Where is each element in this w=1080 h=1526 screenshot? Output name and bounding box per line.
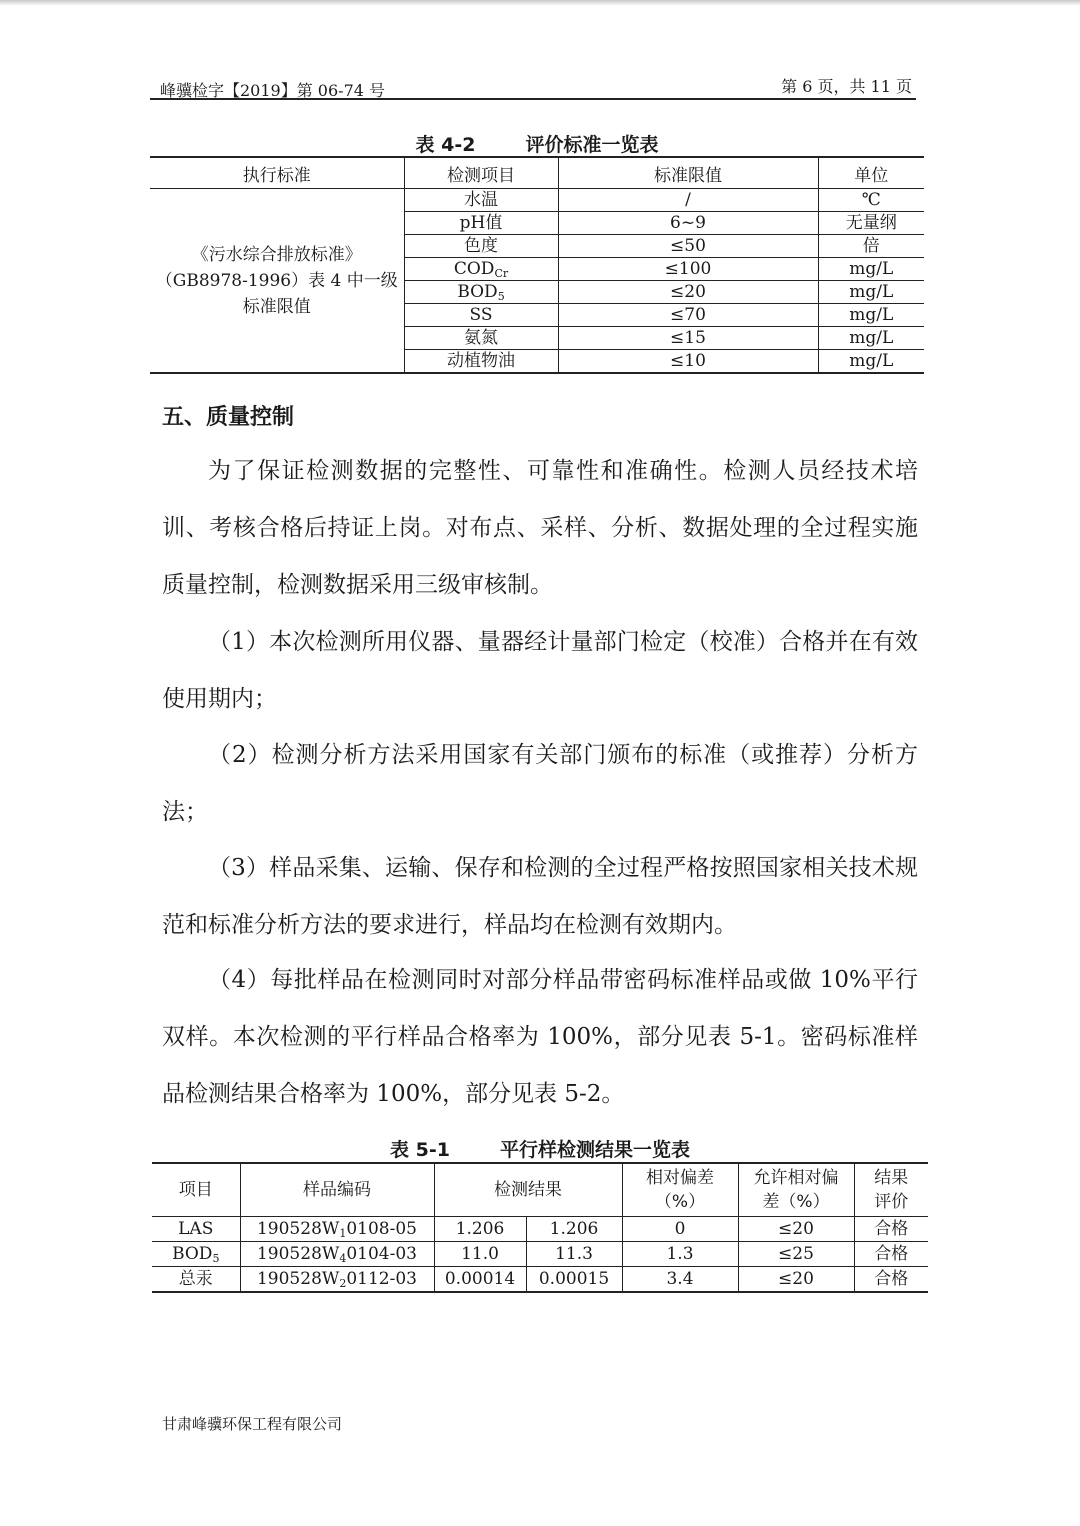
unit-cell: mg/L bbox=[818, 281, 924, 304]
item-cell: 色度 bbox=[404, 235, 558, 258]
report-number: 峰骥检字【2019】第 06-74 号 bbox=[160, 81, 386, 100]
limit-cell: ≤50 bbox=[558, 235, 818, 258]
standard-line: （GB8978-1996）表 4 中一级 bbox=[155, 270, 398, 291]
header-line: （%） bbox=[654, 1192, 706, 1212]
header-relative-deviation bbox=[622, 1163, 738, 1217]
code-prefix: 190528W bbox=[256, 1219, 340, 1239]
item-cell: pH值 bbox=[404, 212, 558, 235]
result-1-cell: 1.206 bbox=[434, 1217, 526, 1242]
table-4-2-caption bbox=[150, 130, 924, 157]
evaluation-cell: 合格 bbox=[854, 1242, 928, 1267]
table-5-1-number: 表 5-1 bbox=[390, 1139, 450, 1161]
company-footer: 甘肃峰骥环保工程有限公司 bbox=[162, 1415, 343, 1433]
table-5-1-title: 平行样检测结果一览表 bbox=[499, 1139, 690, 1161]
item-cell bbox=[152, 1217, 240, 1242]
header-line: 差（%） bbox=[762, 1192, 830, 1212]
parallel-sample-table bbox=[152, 1162, 928, 1293]
table-row bbox=[152, 1267, 928, 1293]
result-2-cell: 1.206 bbox=[526, 1217, 622, 1242]
unit-cell: ℃ bbox=[818, 189, 924, 212]
item-cell bbox=[404, 281, 558, 304]
table-header-row bbox=[150, 157, 924, 189]
item-cell: 氨氮 bbox=[404, 327, 558, 350]
unit-cell: 倍 bbox=[818, 235, 924, 258]
evaluation-cell: 合格 bbox=[854, 1217, 928, 1242]
qc-item-4: （4）每批样品在检测同时对部分样品带密码标准样品或做 10%平行双样。本次检测的平行样品合格率为 100%，部分见表 5-1。密码标准样品检测结果合格率为 100%，部分见表 5-2。 bbox=[162, 967, 918, 1107]
item-cell: 动植物油 bbox=[404, 350, 558, 374]
allowed-cell: ≤20 bbox=[738, 1267, 854, 1293]
table-4-2-number: 表 4-2 bbox=[415, 134, 476, 156]
header-item: 项目 bbox=[152, 1163, 240, 1217]
header-standard: 执行标准 bbox=[150, 157, 404, 189]
header-evaluation bbox=[854, 1163, 928, 1217]
item-subscript: 5 bbox=[212, 1252, 220, 1265]
allowed-cell: ≤25 bbox=[738, 1242, 854, 1267]
table-row bbox=[152, 1242, 928, 1267]
deviation-cell: 0 bbox=[622, 1217, 738, 1242]
code-subscript: 4 bbox=[339, 1252, 347, 1265]
page-indicator: 第 6 页，共 11 页 bbox=[781, 77, 912, 96]
allowed-cell: ≤20 bbox=[738, 1217, 854, 1242]
table-5-1-caption bbox=[152, 1135, 928, 1162]
table-header-row bbox=[152, 1163, 928, 1217]
code-prefix: 190528W bbox=[256, 1269, 340, 1289]
code-suffix: 0104-03 bbox=[346, 1244, 417, 1264]
header-line: 允许相对偏 bbox=[753, 1168, 839, 1188]
code-subscript: 1 bbox=[339, 1227, 347, 1240]
result-2-cell: 11.3 bbox=[526, 1242, 622, 1267]
header-sample-code: 样品编码 bbox=[240, 1163, 434, 1217]
unit-cell: 无量纲 bbox=[818, 212, 924, 235]
code-cell bbox=[240, 1217, 434, 1242]
code-cell bbox=[240, 1242, 434, 1267]
header-result: 检测结果 bbox=[434, 1163, 622, 1217]
limit-cell: ≤20 bbox=[558, 281, 818, 304]
section-title: 五、质量控制 bbox=[162, 405, 295, 430]
result-2-cell: 0.00015 bbox=[526, 1267, 622, 1293]
unit-cell: mg/L bbox=[818, 327, 924, 350]
code-cell bbox=[240, 1267, 434, 1293]
unit-cell: mg/L bbox=[818, 258, 924, 281]
header-limit: 标准限值 bbox=[558, 157, 818, 189]
item-name: 总汞 bbox=[178, 1269, 213, 1289]
header-unit: 单位 bbox=[818, 157, 924, 189]
limit-cell: 6~9 bbox=[558, 212, 818, 235]
header-line: 评价 bbox=[874, 1192, 909, 1212]
standard-cell bbox=[150, 189, 404, 374]
qc-item-1: （1）本次检测所用仪器、量器经计量部门检定（校准）合格并在有效使用期内； bbox=[162, 629, 918, 712]
item-cell bbox=[152, 1267, 240, 1293]
header-rule bbox=[150, 98, 916, 100]
result-1-cell: 11.0 bbox=[434, 1242, 526, 1267]
intro-paragraph: 为了保证检测数据的完整性、可靠性和准确性。检测人员经技术培训、考核合格后持证上岗。对布点、采样、分析、数据处理的全过程实施质量控制，检测数据采用三级审核制。 bbox=[162, 458, 918, 598]
result-1-cell: 0.00014 bbox=[434, 1267, 526, 1293]
code-prefix: 190528W bbox=[256, 1244, 340, 1264]
item-subscript: 5 bbox=[497, 290, 505, 303]
item-subscript: Cr bbox=[494, 267, 509, 280]
unit-cell: mg/L bbox=[818, 304, 924, 327]
item-cell bbox=[152, 1242, 240, 1267]
unit-cell: mg/L bbox=[818, 350, 924, 374]
limit-cell: ≤100 bbox=[558, 258, 818, 281]
header-item: 检测项目 bbox=[404, 157, 558, 189]
qc-item-3: （3）样品采集、运输、保存和检测的全过程严格按照国家相关技术规范和标准分析方法的要求进行，样品均在检测有效期内。 bbox=[162, 855, 918, 938]
item-cell bbox=[404, 258, 558, 281]
standard-line: 标准限值 bbox=[242, 296, 311, 317]
standard-line: 《污水综合排放标准》 bbox=[191, 244, 362, 265]
scan-edge bbox=[0, 0, 1080, 6]
code-suffix: 0108-05 bbox=[346, 1219, 417, 1239]
qc-item-2: （2）检测分析方法采用国家有关部门颁布的标准（或推荐）分析方法； bbox=[162, 742, 918, 825]
code-suffix: 0112-03 bbox=[346, 1269, 417, 1289]
evaluation-cell: 合格 bbox=[854, 1267, 928, 1293]
evaluation-standard-table bbox=[150, 156, 924, 374]
table-4-2-title: 评价标准一览表 bbox=[525, 134, 659, 156]
code-subscript: 2 bbox=[339, 1277, 347, 1290]
item-name: BOD bbox=[457, 282, 498, 302]
item-name: COD bbox=[453, 259, 495, 279]
deviation-cell: 1.3 bbox=[622, 1242, 738, 1267]
header-line: 相对偏差 bbox=[646, 1168, 714, 1188]
deviation-cell: 3.4 bbox=[622, 1267, 738, 1293]
header-line: 结果 bbox=[874, 1168, 909, 1188]
limit-cell: ≤15 bbox=[558, 327, 818, 350]
limit-cell: ≤70 bbox=[558, 304, 818, 327]
item-name: LAS bbox=[178, 1219, 214, 1239]
limit-cell: / bbox=[558, 189, 818, 212]
item-name: BOD bbox=[172, 1244, 213, 1264]
table-row bbox=[152, 1217, 928, 1242]
item-cell: 水温 bbox=[404, 189, 558, 212]
limit-cell: ≤10 bbox=[558, 350, 818, 374]
table-row bbox=[150, 189, 924, 212]
header-allowed-deviation bbox=[738, 1163, 854, 1217]
item-cell: SS bbox=[404, 304, 558, 327]
